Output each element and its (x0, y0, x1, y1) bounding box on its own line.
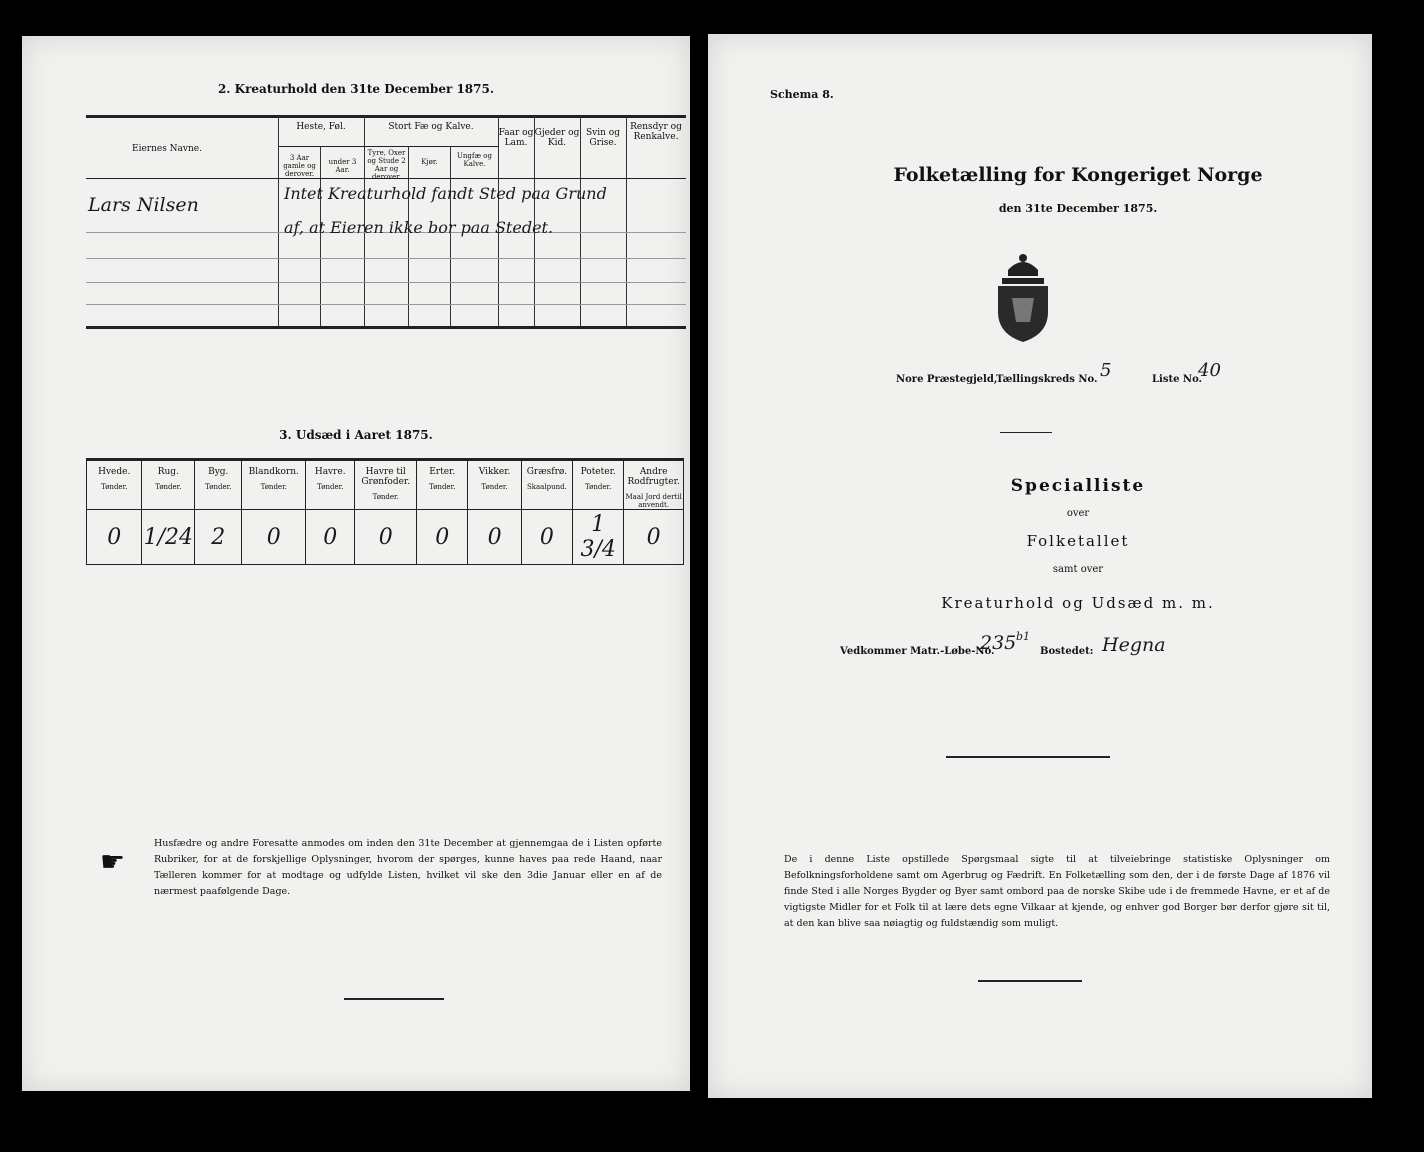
seed-column-header (468, 460, 521, 510)
heste-header: Heste, Føl. (296, 122, 346, 132)
seed-value: 1/24 (143, 524, 194, 550)
seed-value-row (87, 510, 684, 565)
seed-column-unit: Tønder. (260, 483, 287, 491)
col-divider (626, 116, 627, 326)
purpose-text: De i denne Liste opstillede Spørgsmaal sigte til at tilveiebringe statistiske Oplysninger om Befolkningsforholdene samt om Agerbrug og Fædrift. En Folketælling som den, der i de første Dage af 1876 vil finde Sted i alle Norges Bygder og Byer samt ombord paa de norske Skibe ude i de fremmede Havne, er et af de vigtigste Midler for et Folk til at lære dets egne Vilkaar at kjende, og enhver god Borger bør derfor gjøre sit til, at den kan blive saa nøiagtig og fuldstændig som muligt. (784, 854, 1330, 929)
owner-header: Eiernes Navne. (132, 144, 202, 154)
seed-value: 0 (266, 524, 281, 550)
matr-value: 235 (980, 632, 1017, 654)
col-divider (278, 116, 279, 326)
matr-superscript: b1 (1016, 630, 1031, 643)
stort-header: Stort Fæ og Kalve. (388, 122, 474, 132)
closing-rule (344, 998, 444, 1000)
matr-label: Vedkommer Matr.-Løbe-No. (840, 646, 995, 657)
seed-value: 1 3/4 (580, 512, 616, 562)
seed-value: 0 (487, 524, 502, 550)
stort-sub2: Kjør. (421, 158, 438, 166)
seed-column-header (87, 460, 142, 510)
seed-value-cell (142, 510, 195, 565)
livestock-note-line2: af, at Eieren ikke bor paa Stedet. (284, 218, 554, 237)
seed-column-header (355, 460, 417, 510)
seed-column-name: Græsfrø. (526, 467, 568, 477)
seed-column-header (624, 460, 684, 510)
schema-label: Schema 8. (770, 88, 834, 101)
folketallet-heading: Folketallet (1026, 532, 1130, 550)
seed-value-cell (521, 510, 572, 565)
seed-value: 0 (646, 524, 661, 550)
liste-value: 40 (1198, 360, 1221, 381)
seed-column-unit: Tønder. (101, 483, 128, 491)
samt-over-text: samt over (1052, 564, 1104, 575)
rensdyr-header: Rensdyr og Renkalve. (630, 122, 682, 142)
seed-value-cell (468, 510, 521, 565)
seed-value: 2 (211, 524, 226, 550)
liste-label: Liste No. (1152, 374, 1203, 385)
seed-value-cell (417, 510, 468, 565)
seed-column-unit: Tønder. (205, 483, 232, 491)
bosted-value: Hegna (1102, 634, 1166, 656)
seed-column-name: Havre til Grønfoder. (361, 467, 411, 487)
seed-column-header (417, 460, 468, 510)
heste-sub2: under 3 Aar. (328, 158, 357, 174)
kreaturhold-heading: Kreaturhold og Udsæd m. m. (941, 594, 1215, 612)
seed-value-cell (624, 510, 684, 565)
closing-rule (978, 980, 1082, 982)
kreds-value: 5 (1100, 360, 1112, 381)
section2-title: 2. Kreaturhold den 31te December 1875. (217, 82, 495, 96)
owner-name: Lars Nilsen (88, 194, 199, 216)
livestock-note-line1: Intet Kreaturhold fandt Sted paa Grund (284, 184, 607, 203)
seed-value: 0 (378, 524, 393, 550)
pointing-hand-icon: ☛ (100, 845, 126, 878)
seed-column-name: Andre Rodfrugter. (627, 467, 680, 487)
seed-column-header (195, 460, 242, 510)
bosted-label: Bostedet: (1040, 646, 1094, 657)
livestock-table-top-rule (86, 115, 686, 118)
seed-value-cell (355, 510, 417, 565)
left-page (22, 36, 690, 1091)
main-title: Folketælling for Kongeriget Norge (893, 164, 1263, 186)
svin-header: Svin og Grise. (586, 128, 620, 148)
faar-header: Faar og Lam. (498, 128, 534, 148)
seed-column-name: Erter. (429, 467, 456, 477)
seed-column-name: Blandkorn. (248, 467, 299, 477)
heste-sub1: 3 Aar gamle og derover. (283, 154, 316, 178)
notice-text: Husfædre og andre Foresatte anmodes om inden den 31te December at gjennemgaa de i Listen opførte Rubriker, for at de forskjellige Oplysninger, hvorom der spørges, kunne haves paa rede Haand, naar Tælleren kommer for at modtage og udfylde Listen, hvilket vil ske den 3die Januar eller en af de nærmest paafølgende Dage. (154, 838, 662, 897)
seed-column-unit: Tønder. (481, 483, 508, 491)
seed-column-header (573, 460, 624, 510)
seed-column-header (521, 460, 572, 510)
seed-value: 0 (539, 524, 554, 550)
seed-value-cell (573, 510, 624, 565)
divider-rule (1000, 432, 1052, 433)
seed-value: 0 (107, 524, 122, 550)
seed-column-name: Vikker. (478, 467, 511, 477)
over-text-1: over (1066, 508, 1090, 519)
seed-column-header (142, 460, 195, 510)
seed-column-name: Rug. (157, 467, 179, 477)
seed-column-header (306, 460, 355, 510)
seed-column-header (242, 460, 306, 510)
seed-value-cell (195, 510, 242, 565)
seed-column-unit: Tønder. (155, 483, 182, 491)
prestegjeld-label: Nore Præstegjeld, (896, 374, 998, 385)
row-rule (86, 304, 686, 305)
specialliste-heading: Specialliste (1010, 476, 1146, 496)
seed-column-unit: Tønder. (372, 493, 399, 501)
seed-column-name: Byg. (208, 467, 229, 477)
title-date: den 31te December 1875. (998, 202, 1158, 215)
livestock-table-bottom-rule (86, 326, 686, 329)
seed-column-unit: Skaalpund. (526, 483, 567, 491)
coat-of-arms-icon (988, 252, 1058, 344)
stort-sub1: Tyre, Oxer og Stude 2 Aar og derover. (367, 149, 406, 181)
row-rule (86, 282, 686, 283)
kreds-label: Tællingskreds No. (996, 374, 1098, 385)
section3-title: 3. Udsæd i Aaret 1875. (279, 428, 433, 442)
seed-value-cell (242, 510, 306, 565)
stort-sub3: Ungfæ og Kalve. (457, 152, 492, 168)
seed-column-unit: Tønder. (585, 483, 612, 491)
seed-column-name: Poteter. (580, 467, 616, 477)
right-page (708, 34, 1372, 1098)
sub-header-rule (278, 146, 498, 147)
seed-column-unit: Maal Jord dertil anvendt. (625, 493, 682, 509)
seed-header-row (87, 460, 684, 510)
seed-column-unit: Tønder. (317, 483, 344, 491)
separator-rule (946, 756, 1110, 758)
seed-column-name: Havre. (314, 467, 346, 477)
seed-value: 0 (323, 524, 338, 550)
gjeder-header: Gjeder og Kid. (534, 128, 580, 148)
seed-column-name: Hvede. (98, 467, 131, 477)
seed-table (86, 458, 684, 565)
seed-value: 0 (435, 524, 450, 550)
row-rule (86, 258, 686, 259)
seed-column-unit: Tønder. (429, 483, 456, 491)
seed-value-cell (306, 510, 355, 565)
seed-value-cell (87, 510, 142, 565)
